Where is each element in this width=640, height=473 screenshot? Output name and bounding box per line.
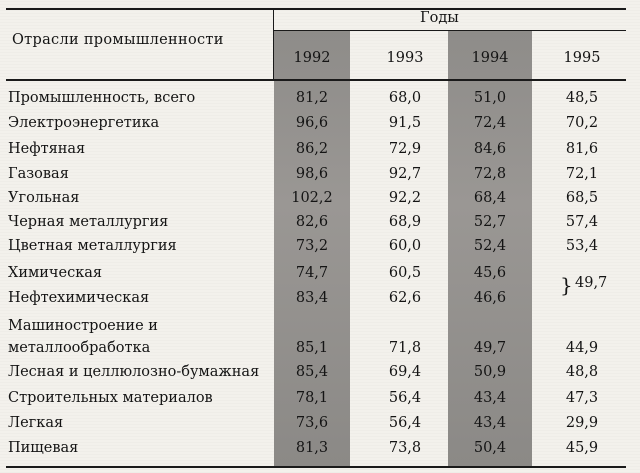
cell-1994: 72,4 bbox=[473, 115, 507, 131]
cell-1993: 60,0 bbox=[388, 238, 422, 254]
table-row bbox=[0, 290, 640, 312]
cell-1992: 86,2 bbox=[295, 141, 329, 157]
table-row bbox=[0, 390, 640, 412]
cell-1994: 68,4 bbox=[473, 190, 507, 206]
table-row bbox=[0, 440, 640, 462]
cell-1994: 50,4 bbox=[473, 440, 507, 456]
years-rule bbox=[274, 30, 626, 31]
table-row bbox=[0, 141, 640, 163]
cell-1994: 45,6 bbox=[473, 265, 507, 281]
cell-1995: 45,9 bbox=[565, 440, 599, 456]
table-row bbox=[0, 115, 640, 137]
row-label: Газовая bbox=[8, 166, 69, 182]
cell-1992: 81,3 bbox=[295, 440, 329, 456]
row-label: Легкая bbox=[8, 415, 64, 431]
row-label: Нефтехимическая bbox=[8, 290, 150, 306]
cell-1993: 72,9 bbox=[388, 141, 422, 157]
cell-1994: 52,7 bbox=[473, 214, 507, 230]
cell-1992: 96,6 bbox=[295, 115, 329, 131]
cell-1993: 56,4 bbox=[388, 390, 422, 406]
table-row bbox=[0, 364, 640, 386]
cell-1993: 92,2 bbox=[388, 190, 422, 206]
year-header-1994: 1994 bbox=[471, 50, 509, 66]
row-label: Строительных материалов bbox=[8, 390, 213, 406]
cell-1994: 52,4 bbox=[473, 238, 507, 254]
cell-1994: 50,9 bbox=[473, 364, 507, 380]
table-row bbox=[0, 415, 640, 437]
table-row bbox=[0, 190, 640, 212]
cell-1993: 69,4 bbox=[388, 364, 422, 380]
year-header-1993: 1993 bbox=[386, 50, 424, 66]
cell-1992: 102,2 bbox=[291, 190, 333, 206]
table-row bbox=[0, 90, 640, 112]
cell-1993: 68,9 bbox=[388, 214, 422, 230]
row-label: Нефтяная bbox=[8, 141, 86, 157]
cell-1995: 48,8 bbox=[565, 364, 599, 380]
header-bottom-rule bbox=[6, 79, 626, 81]
row-label: Химическая bbox=[8, 265, 103, 281]
cell-1994: 43,4 bbox=[473, 390, 507, 406]
cell-1992: 85,1 bbox=[295, 340, 329, 356]
cell-1994: 72,8 bbox=[473, 166, 507, 182]
cell-1995: 72,1 bbox=[565, 166, 599, 182]
row-label-line1: Машиностроение и bbox=[8, 318, 158, 334]
table-row bbox=[0, 166, 640, 188]
table-row bbox=[0, 214, 640, 236]
cell-1992: 98,6 bbox=[295, 166, 329, 182]
table-row bbox=[0, 238, 640, 260]
industries-header: Отрасли промышленности bbox=[12, 32, 224, 48]
cell-1994: 84,6 bbox=[473, 141, 507, 157]
merged-cell-1995: 49,7 bbox=[575, 275, 608, 291]
row-label: Цветная металлургия bbox=[8, 238, 177, 254]
cell-1994: 43,4 bbox=[473, 415, 507, 431]
row-label: Пищевая bbox=[8, 440, 79, 456]
table-row bbox=[0, 265, 640, 287]
year-header-1992: 1992 bbox=[293, 50, 331, 66]
year-header-1995: 1995 bbox=[563, 50, 601, 66]
cell-1992: 82,6 bbox=[295, 214, 329, 230]
cell-1992: 74,7 bbox=[295, 265, 329, 281]
cell-1992: 85,4 bbox=[295, 364, 329, 380]
cell-1994: 49,7 bbox=[473, 340, 507, 356]
cell-1995: 57,4 bbox=[565, 214, 599, 230]
row-label: Черная металлургия bbox=[8, 214, 169, 230]
row-label: Электроэнергетика bbox=[8, 115, 160, 131]
table-bottom-rule bbox=[6, 466, 626, 468]
cell-1995: 68,5 bbox=[565, 190, 599, 206]
row-label: Промышленность, всего bbox=[8, 90, 196, 106]
cell-1992: 83,4 bbox=[295, 290, 329, 306]
cell-1993: 73,8 bbox=[388, 440, 422, 456]
cell-1995: 81,6 bbox=[565, 141, 599, 157]
years-header: Годы bbox=[420, 10, 459, 26]
header-divider bbox=[273, 8, 274, 80]
cell-1993: 56,4 bbox=[388, 415, 422, 431]
row-label: Лесная и целлюлозно-бумажная bbox=[8, 364, 260, 380]
cell-1994: 46,6 bbox=[473, 290, 507, 306]
cell-1995: 53,4 bbox=[565, 238, 599, 254]
merge-brace: } bbox=[560, 273, 573, 297]
cell-1993: 60,5 bbox=[388, 265, 422, 281]
cell-1995: 48,5 bbox=[565, 90, 599, 106]
row-label: Угольная bbox=[8, 190, 80, 206]
cell-1992: 73,2 bbox=[295, 238, 329, 254]
cell-1992: 81,2 bbox=[295, 90, 329, 106]
cell-1995: 70,2 bbox=[565, 115, 599, 131]
table-top-rule bbox=[6, 8, 626, 10]
cell-1992: 78,1 bbox=[295, 390, 329, 406]
cell-1993: 68,0 bbox=[388, 90, 422, 106]
cell-1992: 73,6 bbox=[295, 415, 329, 431]
cell-1993: 71,8 bbox=[388, 340, 422, 356]
cell-1995: 47,3 bbox=[565, 390, 599, 406]
table-row bbox=[0, 318, 640, 362]
cell-1993: 91,5 bbox=[388, 115, 422, 131]
cell-1993: 62,6 bbox=[388, 290, 422, 306]
row-label-line2: металлообработка bbox=[8, 340, 151, 356]
cell-1993: 92,7 bbox=[388, 166, 422, 182]
cell-1994: 51,0 bbox=[473, 90, 507, 106]
cell-1995: 29,9 bbox=[565, 415, 599, 431]
cell-1995: 44,9 bbox=[565, 340, 599, 356]
